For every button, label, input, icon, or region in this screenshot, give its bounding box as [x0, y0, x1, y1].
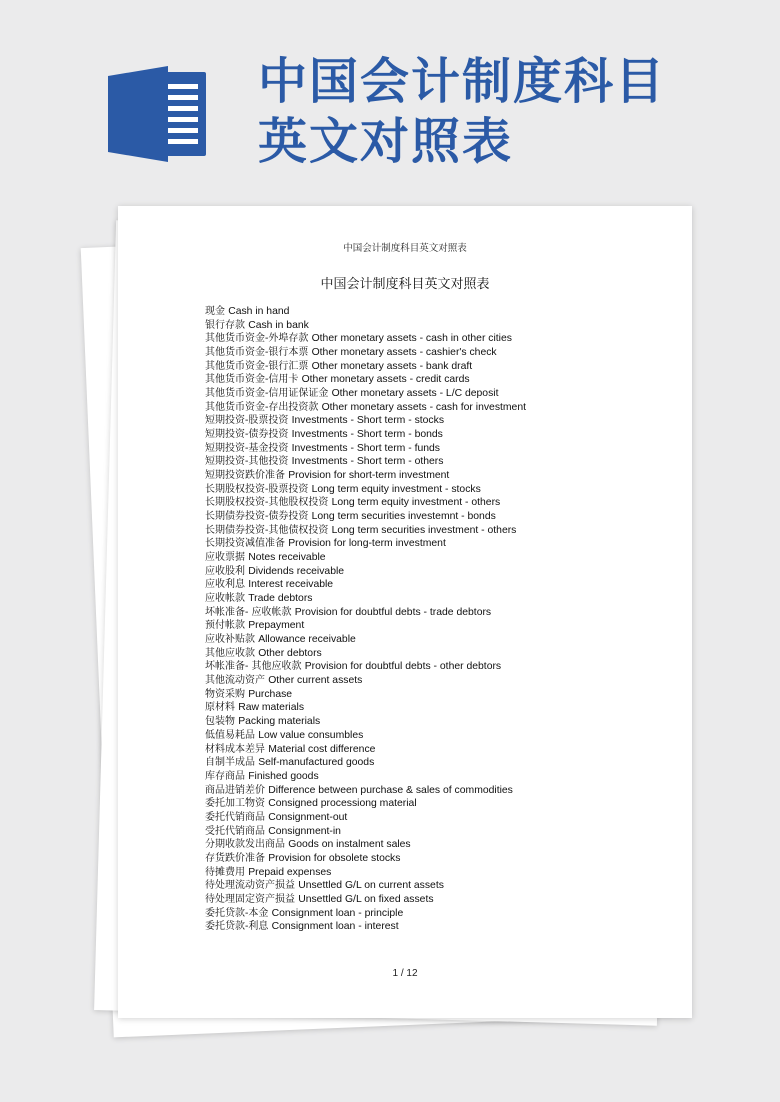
account-name-en: Long term equity investment - stocks [311, 483, 481, 495]
account-name-cn: 坏帐准备- 应收帐款 [205, 606, 292, 618]
account-name-cn: 其他应收款 [205, 647, 255, 659]
account-name-cn: 低值易耗品 [205, 729, 255, 741]
account-entry [205, 907, 526, 921]
account-entry [205, 442, 526, 456]
account-name-cn: 短期投资跌价准备 [205, 470, 285, 482]
account-entry [205, 674, 526, 688]
account-name-cn: 分期收款发出商品 [205, 839, 285, 851]
account-entry [205, 332, 526, 346]
account-name-cn: 受托代销商品 [205, 825, 265, 837]
account-name-en: Unsettled G/L on current assets [298, 880, 444, 892]
account-entry [205, 715, 526, 729]
account-name-cn: 短期投资-其他投资 [205, 456, 289, 468]
account-entry [205, 660, 526, 674]
account-name-cn: 银行存款 [205, 319, 245, 331]
account-entry [205, 838, 526, 852]
account-entry [205, 688, 526, 702]
account-name-en: Prepayment [248, 620, 305, 632]
account-name-cn: 长期股权投资-其他股权投资 [205, 497, 329, 509]
account-name-cn: 待处理流动资产损益 [205, 880, 295, 892]
account-name-en: Prepaid expenses [248, 866, 332, 878]
account-name-en: Other monetary assets - bank draft [311, 360, 473, 372]
document-title: 中国会计制度科目英文对照表 [320, 277, 490, 292]
page-number: 1 / 12 [392, 968, 418, 979]
account-name-en: Investments - Short term - stocks [291, 415, 445, 427]
account-name-cn: 应收股利 [205, 565, 245, 577]
account-name-en: Cash in bank [248, 319, 309, 331]
account-name-en: Low value consumbles [258, 729, 364, 741]
account-name-cn: 现金 [205, 306, 225, 317]
account-list [205, 305, 526, 934]
account-name-cn: 短期投资-基金投资 [205, 442, 289, 454]
account-name-en: Other monetary assets - cash in other cities [311, 333, 512, 345]
account-name-en: Packing materials [238, 716, 321, 728]
account-name-cn: 预付帐款 [205, 620, 245, 632]
account-name-en: Investments - Short term - bonds [291, 429, 443, 441]
word-document-icon [108, 66, 206, 162]
account-entry [205, 770, 526, 784]
account-name-cn: 原材料 [205, 702, 235, 714]
account-name-en: Long term securities investemnt - bonds [311, 511, 496, 523]
account-name-cn: 应收帐款 [205, 593, 245, 605]
account-name-cn: 包装物 [205, 716, 235, 728]
account-entry [205, 852, 526, 866]
account-name-cn: 坏帐准备- 其他应收款 [205, 661, 302, 673]
account-name-cn: 应收利息 [205, 579, 245, 591]
account-name-en: Other monetary assets - credit cards [301, 374, 470, 386]
account-name-cn: 待摊费用 [205, 866, 245, 878]
account-name-en: Cash in hand [228, 306, 290, 317]
account-entry [205, 797, 526, 811]
account-name-cn: 委托加工物资 [205, 798, 265, 810]
title-line-2: 英文对照表 [258, 113, 514, 170]
account-name-en: Interest receivable [248, 579, 334, 591]
account-entry [205, 496, 526, 510]
account-name-en: Difference between purchase & sales of commodities [268, 784, 513, 796]
account-name-en: Provision for long-term investment [288, 538, 446, 550]
account-name-en: Provision for obsolete stocks [268, 852, 401, 864]
account-name-cn: 长期股权投资-股票投资 [205, 483, 309, 495]
account-name-en: Investments - Short term - funds [291, 442, 440, 454]
account-name-cn: 其他货币资金-信用证保证金 [205, 388, 329, 400]
account-name-en: Long term equity investment - others [331, 497, 501, 509]
account-name-en: Consignment-out [268, 811, 348, 823]
account-name-en: Trade debtors [248, 593, 313, 605]
account-name-en: Other debtors [258, 647, 322, 659]
account-name-en: Purchase [248, 688, 293, 700]
account-name-en: Consignment-in [268, 825, 341, 837]
account-entry [205, 401, 526, 415]
running-header: 中国会计制度科目英文对照表 [343, 243, 467, 254]
account-name-en: Consignment loan - principle [271, 907, 404, 919]
account-name-en: Other monetary assets - L/C deposit [331, 388, 499, 400]
account-name-en: Dividends receivable [248, 565, 345, 577]
account-name-en: Other monetary assets - cash for investment [321, 401, 527, 413]
account-name-en: Provision for doubtful debts - other debtors [304, 661, 502, 673]
account-entry [205, 510, 526, 524]
account-name-en: Other current assets [268, 675, 363, 687]
account-name-en: Consigned processiong material [268, 798, 417, 810]
account-name-cn: 应收补贴款 [205, 634, 255, 646]
account-name-en: Goods on instalment sales [288, 839, 411, 851]
account-entry [205, 619, 526, 633]
document-page [118, 206, 692, 1018]
account-name-en: Long term securities investment - others [331, 524, 517, 536]
account-name-cn: 委托代销商品 [205, 811, 265, 823]
account-entry [205, 414, 526, 428]
account-name-cn: 自制半成品 [205, 757, 255, 769]
page-title [258, 52, 666, 172]
account-entry [205, 866, 526, 880]
account-name-en: Provision for short-term investment [288, 470, 450, 482]
account-entry [205, 701, 526, 715]
account-name-en: Finished goods [248, 770, 319, 782]
account-name-cn: 其他货币资金-信用卡 [205, 374, 299, 386]
account-name-cn: 委托贷款-利息 [205, 921, 269, 933]
account-name-cn: 存货跌价准备 [205, 852, 265, 864]
account-entry [205, 756, 526, 770]
account-entry [205, 647, 526, 661]
account-name-cn: 短期投资-股票投资 [205, 415, 289, 427]
account-entry [205, 784, 526, 798]
account-name-cn: 其他货币资金-银行汇票 [205, 360, 309, 372]
account-name-cn: 物资采购 [205, 688, 245, 700]
account-name-en: Notes receivable [248, 552, 326, 564]
account-entry [205, 920, 526, 934]
account-entry [205, 811, 526, 825]
account-entry [205, 524, 526, 538]
account-name-en: Allowance receivable [258, 634, 356, 646]
account-name-cn: 长期债券投资-其他债权投资 [205, 524, 329, 536]
account-entry [205, 483, 526, 497]
account-name-en: Other monetary assets - cashier's check [311, 347, 497, 359]
account-name-cn: 商品进销差价 [205, 784, 265, 796]
account-entry [205, 743, 526, 757]
account-entry [205, 565, 526, 579]
account-name-cn: 其他货币资金-存出投资款 [205, 401, 319, 413]
account-entry [205, 537, 526, 551]
account-name-en: Unsettled G/L on fixed assets [298, 893, 434, 905]
account-name-cn: 长期债券投资-债券投资 [205, 511, 309, 523]
account-entry [205, 729, 526, 743]
account-name-cn: 待处理固定资产损益 [205, 893, 295, 905]
account-name-cn: 材料成本差异 [205, 743, 265, 755]
account-entry [205, 469, 526, 483]
account-name-en: Raw materials [238, 702, 305, 714]
account-name-cn: 长期投资减值准备 [205, 538, 285, 550]
account-entry [205, 551, 526, 565]
account-entry [205, 606, 526, 620]
account-entry [205, 455, 526, 469]
account-entry [205, 319, 526, 333]
account-name-cn: 其他货币资金-银行本票 [205, 347, 309, 359]
account-name-cn: 应收票据 [205, 552, 245, 564]
account-name-en: Material cost difference [268, 743, 376, 755]
account-entry [205, 360, 526, 374]
account-name-en: Consignment loan - interest [271, 921, 399, 933]
account-entry [205, 592, 526, 606]
account-name-cn: 其他流动资产 [205, 675, 265, 687]
title-line-1: 中国会计制度科目 [258, 53, 667, 110]
account-entry [205, 893, 526, 907]
account-entry [205, 578, 526, 592]
account-entry [205, 428, 526, 442]
account-entry [205, 633, 526, 647]
account-entry [205, 387, 526, 401]
account-name-cn: 库存商品 [205, 770, 245, 782]
account-entry [205, 346, 526, 360]
account-entry [205, 373, 526, 387]
account-name-en: Self-manufactured goods [258, 757, 375, 769]
account-entry [205, 305, 526, 319]
account-name-cn: 其他货币资金-外埠存款 [205, 333, 309, 345]
account-name-cn: 委托贷款-本金 [205, 907, 269, 919]
account-name-en: Investments - Short term - others [291, 456, 444, 468]
account-name-en: Provision for doubtful debts - trade debtors [294, 606, 492, 618]
account-entry [205, 879, 526, 893]
account-entry [205, 825, 526, 839]
account-name-cn: 短期投资-债券投资 [205, 429, 289, 441]
